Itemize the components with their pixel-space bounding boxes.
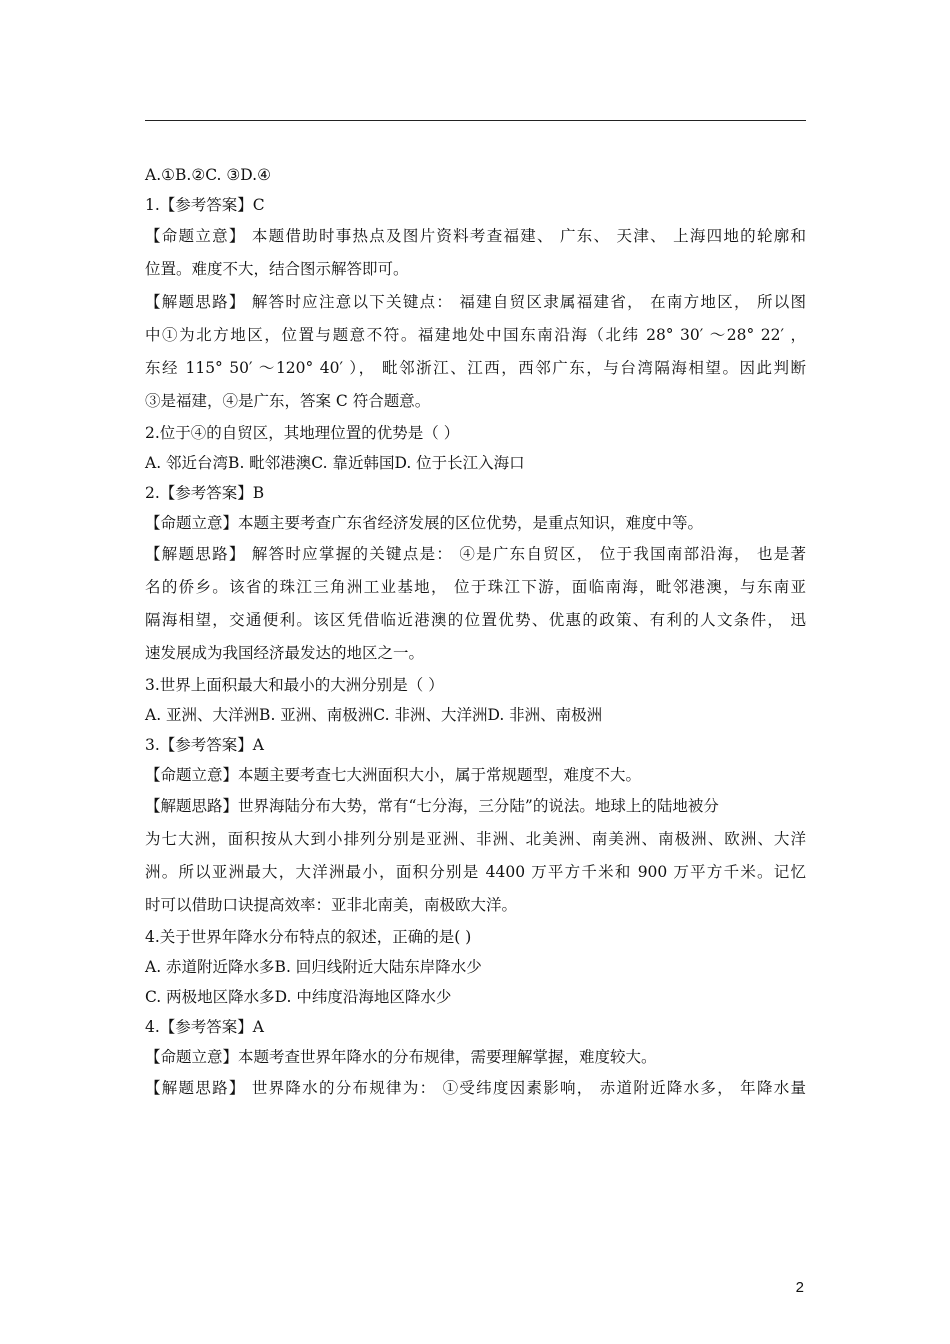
q1-answer: 1.【参考答案】C [145, 196, 265, 214]
q1-options: A.①B.②C. ③D.④ [145, 166, 271, 184]
q3-reasoning-line-3: 洲。所以亚洲最大，大洋洲最小，面积分别是 4400 万平方千米和 900 万平方千米。记忆 [145, 863, 806, 881]
q4-intent: 【命题立意】本题考查世界年降水的分布规律，需要理解掌握，难度较大。 [145, 1048, 657, 1066]
q4-options-line-1: A. 赤道附近降水多B. 回归线附近大陆东岸降水少 [145, 958, 482, 976]
q1-reasoning-line-2: 中①为北方地区，位置与题意不符。福建地处中国东南沿海（北纬 28° 30′ ～28° 22′ ， [145, 326, 806, 344]
q2-reasoning-line-1: 【解题思路】 解答时应掌握的关键点是： ④是广东自贸区， 位于我国南部沿海， 也是著 [145, 545, 806, 563]
q3-options: A. 亚洲、大洋洲B. 亚洲、南极洲C. 非洲、大洋洲D. 非洲、南极洲 [145, 706, 603, 724]
q2-intent: 【命题立意】本题主要考查广东省经济发展的区位优势，是重点知识，难度中等。 [145, 514, 704, 532]
q2-reasoning-line-4: 速发展成为我国经济最发达的地区之一。 [145, 644, 425, 662]
q4-answer: 4.【参考答案】A [145, 1018, 264, 1036]
header-rule [145, 120, 806, 121]
q1-reasoning-line-1: 【解题思路】 解答时应注意以下关键点： 福建自贸区隶属福建省， 在南方地区， 所以图 [145, 293, 806, 311]
q4-reasoning-line-1: 【解题思路】 世界降水的分布规律为： ①受纬度因素影响， 赤道附近降水多， 年降水量 [145, 1079, 806, 1097]
q4-question: 4.关于世界年降水分布特点的叙述，正确的是( ) [145, 928, 472, 946]
q2-reasoning-line-2: 名的侨乡。该省的珠江三角洲工业基地， 位于珠江下游，面临南海，毗邻港澳，与东南亚 [145, 578, 806, 596]
document-body [145, 160, 806, 1105]
q1-intent-line-1: 【命题立意】 本题借助时事热点及图片资料考查福建、 广东、 天津、 上海四地的轮廓和 [145, 227, 806, 245]
q3-reasoning-line-1: 【解题思路】世界海陆分布大势，常有“七分海，三分陆”的说法。地球上的陆地被分 [145, 797, 719, 815]
page-number: 2 [795, 1279, 804, 1296]
q1-reasoning-line-3: 东经 115° 50′ ～120° 40′ ）， 毗邻浙江、江西，西邻广东，与台湾隔海相望。因此判断 [145, 359, 806, 377]
q2-options: A. 邻近台湾B. 毗邻港澳C. 靠近韩国D. 位于长江入海口 [145, 454, 525, 472]
q2-question: 2.位于④的自贸区，其地理位置的优势是（ ） [145, 424, 460, 442]
q3-reasoning-line-4: 时可以借助口诀提高效率：亚非北南美，南极欧大洋。 [145, 896, 518, 914]
q3-question: 3.世界上面积最大和最小的大洲分别是（ ） [145, 676, 444, 694]
q3-answer: 3.【参考答案】A [145, 736, 264, 754]
q2-reasoning-line-3: 隔海相望，交通便利。该区凭借临近港澳的位置优势、优惠的政策、有利的人文条件， 迅 [145, 611, 806, 629]
q3-intent: 【命题立意】本题主要考查七大洲面积大小，属于常规题型，难度不大。 [145, 766, 642, 784]
q2-answer: 2.【参考答案】B [145, 484, 265, 502]
q1-intent-line-2: 位置。难度不大，结合图示解答即可。 [145, 260, 409, 278]
q4-options-line-2: C. 两极地区降水多D. 中纬度沿海地区降水少 [145, 988, 452, 1006]
q1-reasoning-line-4: ③是福建，④是广东，答案 C 符合题意。 [145, 392, 431, 410]
q3-reasoning-line-2: 为七大洲，面积按从大到小排列分别是亚洲、非洲、北美洲、南美洲、南极洲、欧洲、大洋 [145, 830, 806, 848]
